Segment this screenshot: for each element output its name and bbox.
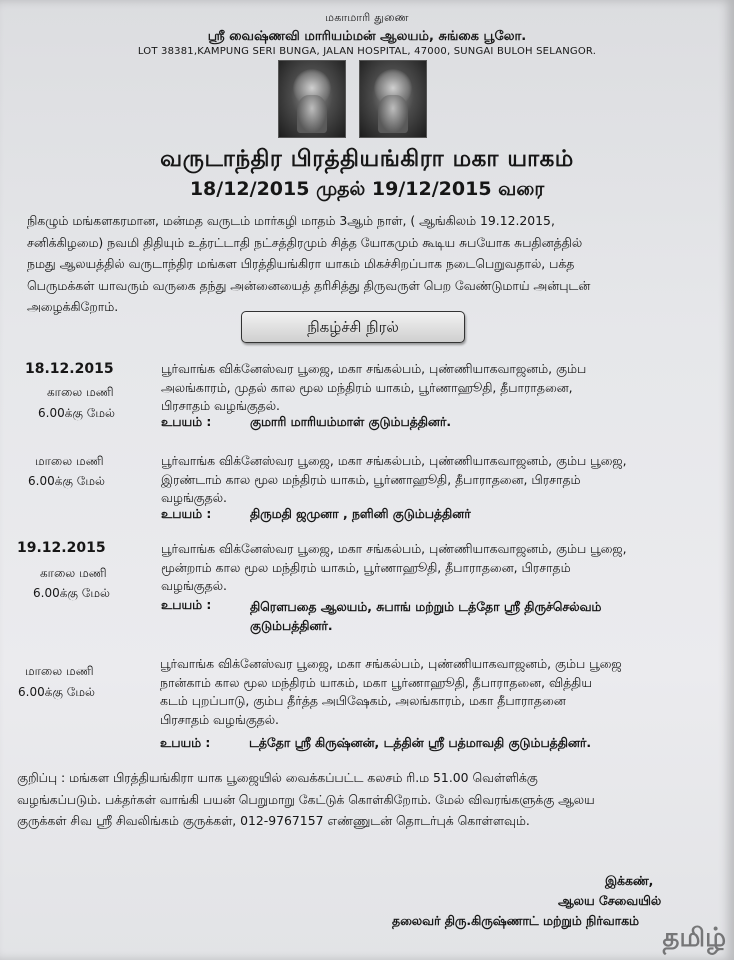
schedule-time: 6.00க்கு மேல்: [33, 586, 110, 600]
temple-name: ஸ்ரீ வைஷ்ணவி மாரியம்மன் ஆலயம், சுங்கை பூலோ.: [207, 29, 527, 44]
signature-line: ஆலய சேவையில்: [558, 893, 662, 908]
intro-line: அழைக்கிறோம்.: [27, 299, 119, 314]
schedule-time: 6.00க்கு மேல்: [38, 406, 115, 420]
schedule-time-label: காலை மணி: [40, 566, 107, 580]
site-watermark: தமிழ்: [662, 923, 726, 953]
intro-line: பெருமக்கள் யாவரும் வருகை தந்து அன்னையைத் தரிசித்து திருவருள் பெற வேண்டுமாய் அன்புடன்: [27, 277, 591, 293]
note-line: குருக்கள் சிவ ஸ்ரீ சிவலிங்கம் குருக்கள், 012-9767157 எண்ணுடன் தொடர்புக் கொள்ளவும்.: [17, 813, 530, 828]
deity-photo-left: [278, 60, 346, 138]
intro-line: சனிக்கிழமை) நவமி திதியும் உத்ரட்டாதி நட்சத்திரமும் சித்த யோகமும் கூடிய சுபயோக சுபதினத்தில்: [27, 234, 583, 250]
sponsor-line: திரௌபதை ஆலயம், சுபாங் மற்றும் டத்தோ ஸ்ரீ திருச்செல்வம்: [250, 599, 602, 614]
schedule-time: 6.00க்கு மேல்: [28, 474, 105, 488]
description-line: பிரசாதம் வழங்குதல்.: [160, 711, 279, 727]
schedule-description: [161, 360, 586, 416]
deity-photo-right: [359, 60, 427, 138]
sponsor-label: உபயம் :: [161, 414, 212, 429]
schedule-date: 19.12.2015: [17, 540, 106, 556]
note-paragraph: [17, 767, 595, 832]
sponsor-name: [250, 597, 601, 635]
schedule-time-label: மாலை மணி: [25, 664, 94, 678]
schedule-description: [160, 655, 622, 729]
description-line: வழங்குதல்.: [161, 490, 227, 505]
description-line: கடம் புறப்பாடு, கும்ப தீர்த்த அபிஷேகம், அலங்காரம், மகா தீபாராதனை: [160, 693, 566, 708]
signature-line: இக்கண்,: [605, 873, 654, 888]
sponsor-name: குமாரி மாரியம்மாள் குடும்பத்தினர்.: [250, 414, 452, 429]
sponsor-label: உபயம் :: [161, 597, 212, 612]
sponsor-label: உபயம் :: [160, 735, 211, 750]
schedule-time: 6.00க்கு மேல்: [18, 685, 95, 699]
temple-address: LOT 38381,KAMPUNG SERI BUNGA, JALAN HOSPITAL, 47000, SUNGAI BULOH SELANGOR.: [137, 46, 597, 57]
note-line: வழங்கப்படும். பக்தர்கள் வாங்கி பயன் பெறுமாறு கேட்டுக் கொள்கிறோம். மேல் விவரங்களுக்கு ஆலய: [17, 791, 595, 807]
description-line: இரண்டாம் கால மூல மந்திரம் யாகம், பூர்ணாஹூதி, தீபாராதனை, பிரசாதம்: [161, 471, 581, 487]
description-line: பூர்வாங்க விக்னேஸ்வர பூஜை, மகா சங்கல்பம், புண்ணியாகவாஜனம், கும்ப பூஜை: [160, 656, 622, 671]
intro-line: நமது ஆலயத்தில் வருடாந்திர மங்கள பிரத்தியங்கிரா யாகம் மிகச்சிறப்பாக நடைபெறுவதால், பக்த: [27, 256, 575, 271]
intro-line: நிகழும் மங்களகரமான, மன்மத வருடம் மார்கழி மாதம் 3ஆம் நாள், ( ஆங்கிலம் 19.12.2015,: [27, 213, 555, 228]
schedule-time-label: மாலை மணி: [35, 454, 104, 468]
description-line: பிரசாதம் வழங்குதல்.: [161, 398, 280, 413]
schedule-date: 18.12.2015: [25, 361, 114, 377]
sponsor-label: உபயம் :: [161, 506, 212, 521]
sponsor-line: குடும்பத்தினர்.: [250, 618, 333, 633]
blessing-line: மகாமாரி துணை: [325, 11, 409, 24]
description-line: பூர்வாங்க விக்னேஸ்வர பூஜை, மகா சங்கல்பம், புண்ணியாகவாஜனம், கும்ப பூஜை,: [161, 453, 627, 468]
note-line: குறிப்பு : மங்கள பிரத்தியங்கிரா யாக பூஜையில் வைக்கப்பட்ட கலசம் ரி.ம 51.00 வெள்ளிக்கு: [17, 770, 538, 785]
event-title: வருடாந்திர பிரத்தியங்கிரா மகா யாகம்: [160, 146, 574, 172]
sponsor-name: டத்தோ ஸ்ரீ கிருஷ்னன், டத்தின் ஸ்ரீ பத்மாவதி குடும்பத்தினர்.: [249, 735, 592, 750]
description-line: பூர்வாங்க விக்னேஸ்வர பூஜை, மகா சங்கல்பம், புண்ணியாகவாஜனம், கும்ப: [161, 361, 587, 376]
schedule-description: [161, 540, 627, 596]
description-line: அலங்காரம், முதல் கால மூல மந்திரம் யாகம், பூர்ணாஹூதி, தீபாராதனை,: [161, 379, 573, 395]
description-line: மூன்றாம் கால மூல மந்திரம் யாகம், பூர்ணாஹூதி, தீபாராதனை, பிரசாதம்: [161, 559, 571, 575]
program-heading: நிகழ்ச்சி நிரல்: [241, 311, 465, 343]
schedule-time-label: காலை மணி: [47, 385, 114, 399]
event-date-range: 18/12/2015 முதல் 19/12/2015 வரை: [189, 178, 545, 200]
sponsor-name: திருமதி ஜமுனா , நளினி குடும்பத்தினர்: [250, 506, 471, 521]
intro-paragraph: [27, 210, 590, 318]
description-line: பூர்வாங்க விக்னேஸ்வர பூஜை, மகா சங்கல்பம், புண்ணியாகவாஜனம், கும்ப பூஜை,: [161, 541, 627, 556]
description-line: வழங்குதல்.: [161, 578, 227, 593]
schedule-description: [161, 452, 627, 508]
signature-line: தலைவர் திரு.கிருஷ்ணாட் மற்றும் நிர்வாகம்: [392, 913, 639, 928]
description-line: நான்காம் கால மூல மந்திரம் யாகம், மகா பூர்ணாஹூதி, தீபாராதனை, வித்திய: [160, 674, 592, 690]
